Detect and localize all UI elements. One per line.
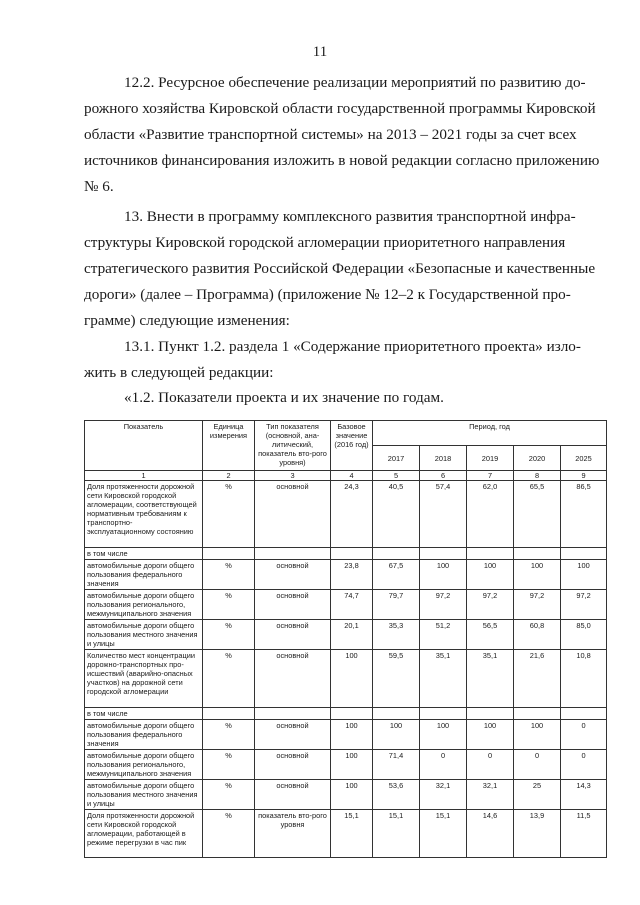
base-value: 100 — [331, 650, 373, 708]
unit-cell: % — [203, 720, 255, 750]
column-index: 3 — [255, 471, 331, 481]
paragraph-line: дороги» (далее – Программа) (приложение № 12–2 к Государственной про- — [84, 286, 571, 303]
year-value: 14,6 — [467, 810, 514, 858]
type-cell: основной — [255, 620, 331, 650]
indicator-name: автомобильные дороги общего пользования федерального значения — [85, 720, 203, 750]
indicators-table — [84, 420, 607, 858]
paragraph-line: области «Развитие транспортной системы» на 2013 – 2021 годы за счет всех — [84, 126, 577, 143]
unit-cell: % — [203, 780, 255, 810]
table-row — [85, 650, 607, 708]
year-value: 100 — [514, 720, 561, 750]
table-row — [85, 708, 607, 720]
year-value: 97,2 — [467, 590, 514, 620]
paragraph-line: рожного хозяйства Кировской области государственной программы Кировской — [84, 100, 596, 117]
base-value: 100 — [331, 720, 373, 750]
type-cell: показатель вто-рого уровня — [255, 810, 331, 858]
year-value: 0 — [561, 720, 607, 750]
paragraph-13 — [84, 204, 604, 334]
table-row — [85, 750, 607, 780]
header-year: 2018 — [420, 446, 467, 471]
type-cell: основной — [255, 590, 331, 620]
header-year: 2020 — [514, 446, 561, 471]
year-value: 13,9 — [514, 810, 561, 858]
year-value: 51,2 — [420, 620, 467, 650]
table-body — [85, 481, 607, 858]
paragraph-line: грамме) следующие изменения: — [84, 312, 290, 329]
year-value — [561, 548, 607, 560]
year-value: 65,5 — [514, 481, 561, 548]
type-cell: основной — [255, 560, 331, 590]
table-row — [85, 620, 607, 650]
year-value: 0 — [420, 750, 467, 780]
paragraph-12-2 — [84, 70, 604, 200]
indicator-name: Доля протяженности дорожной сети Кировской городской агломерации, соответствующей нормативным требованиям к транспортно-эксплуатационному состоянию — [85, 481, 203, 548]
paragraph-line: 13. Внести в программу комплексного развития транспортной инфра- — [124, 208, 576, 225]
indicator-name: в том числе — [85, 548, 203, 560]
year-value: 85,0 — [561, 620, 607, 650]
base-value: 100 — [331, 750, 373, 780]
year-value — [561, 708, 607, 720]
year-value: 97,2 — [561, 590, 607, 620]
year-value: 53,6 — [373, 780, 420, 810]
year-value: 40,5 — [373, 481, 420, 548]
header-indicator: Показатель — [85, 421, 203, 471]
base-value: 74,7 — [331, 590, 373, 620]
unit-cell — [203, 708, 255, 720]
year-value: 57,4 — [420, 481, 467, 548]
year-value: 100 — [514, 560, 561, 590]
paragraph-line: 12.2. Ресурсное обеспечение реализации мероприятий по развитию до- — [124, 74, 586, 91]
indicator-name: автомобильные дороги общего пользования местного значения и улицы — [85, 620, 203, 650]
column-index: 8 — [514, 471, 561, 481]
type-cell — [255, 548, 331, 560]
header-period: Период, год — [373, 421, 607, 446]
year-value: 32,1 — [420, 780, 467, 810]
year-value — [420, 548, 467, 560]
table-row — [85, 548, 607, 560]
year-value: 14,3 — [561, 780, 607, 810]
table-row — [85, 720, 607, 750]
year-value: 100 — [420, 720, 467, 750]
table-row — [85, 780, 607, 810]
type-cell: основной — [255, 750, 331, 780]
year-value: 10,8 — [561, 650, 607, 708]
unit-cell: % — [203, 481, 255, 548]
type-cell: основной — [255, 780, 331, 810]
year-value: 32,1 — [467, 780, 514, 810]
type-cell — [255, 708, 331, 720]
year-value — [373, 548, 420, 560]
page-number: 11 — [312, 44, 328, 60]
indicator-name: в том числе — [85, 708, 203, 720]
indicator-name: автомобильные дороги общего пользования федерального значения — [85, 560, 203, 590]
year-value: 67,5 — [373, 560, 420, 590]
year-value: 0 — [467, 750, 514, 780]
year-value: 15,1 — [420, 810, 467, 858]
header-type: Тип показателя (основной, ана-литический, показатель вто-рого уровня) — [255, 421, 331, 471]
column-index: 7 — [467, 471, 514, 481]
header-year: 2017 — [373, 446, 420, 471]
base-value — [331, 708, 373, 720]
unit-cell: % — [203, 590, 255, 620]
header-year: 2025 — [561, 446, 607, 471]
header-base: Базовое значение (2016 год) — [331, 421, 373, 471]
table-row — [85, 810, 607, 858]
table-caption: «1.2. Показатели проекта и их значение по годам. — [124, 389, 444, 406]
base-value — [331, 548, 373, 560]
year-value: 0 — [514, 750, 561, 780]
table-row — [85, 560, 607, 590]
year-value: 97,2 — [514, 590, 561, 620]
unit-cell: % — [203, 650, 255, 708]
base-value: 20,1 — [331, 620, 373, 650]
indicator-name: автомобильные дороги общего пользования регионального, межмуниципального значения — [85, 590, 203, 620]
base-value: 23,8 — [331, 560, 373, 590]
year-value: 100 — [467, 720, 514, 750]
unit-cell: % — [203, 810, 255, 858]
year-value: 35,1 — [420, 650, 467, 708]
year-value: 100 — [561, 560, 607, 590]
paragraph-line: источников финансирования изложить в новой редакции согласно приложению — [84, 152, 600, 169]
type-cell: основной — [255, 720, 331, 750]
year-value — [514, 708, 561, 720]
base-value: 100 — [331, 780, 373, 810]
year-value: 97,2 — [420, 590, 467, 620]
indicator-name: автомобильные дороги общего пользования регионального, межмуниципального значения — [85, 750, 203, 780]
year-value: 86,5 — [561, 481, 607, 548]
indicator-name: автомобильные дороги общего пользования местного значения и улицы — [85, 780, 203, 810]
year-value: 35,3 — [373, 620, 420, 650]
column-index: 6 — [420, 471, 467, 481]
table-row — [85, 481, 607, 548]
year-value — [467, 708, 514, 720]
year-value: 79,7 — [373, 590, 420, 620]
type-cell: основной — [255, 481, 331, 548]
indicator-name: Количество мест концентрации дорожно-транспортных про-исшествий (аварийно-опасных участков) на дорожной сети городской агломерации — [85, 650, 203, 708]
year-value: 100 — [467, 560, 514, 590]
year-value: 11,5 — [561, 810, 607, 858]
unit-cell: % — [203, 560, 255, 590]
column-index: 2 — [203, 471, 255, 481]
paragraph-line: стратегического развития Российской Федерации «Безопасные и качественные — [84, 260, 596, 277]
column-index: 9 — [561, 471, 607, 481]
base-value: 24,3 — [331, 481, 373, 548]
paragraph-line: структуры Кировской городской агломерации приоритетного направления — [84, 234, 566, 251]
indicator-name: Доля протяженности дорожной сети Кировской городской агломерации, работающей в режиме перегрузки в час пик — [85, 810, 203, 858]
column-index-row — [85, 471, 607, 481]
column-index: 4 — [331, 471, 373, 481]
table-row — [85, 590, 607, 620]
type-cell: основной — [255, 650, 331, 708]
year-value: 60,8 — [514, 620, 561, 650]
unit-cell: % — [203, 620, 255, 650]
year-value: 35,1 — [467, 650, 514, 708]
column-index: 1 — [85, 471, 203, 481]
year-value — [373, 708, 420, 720]
year-value — [514, 548, 561, 560]
header-unit: Единица измерения — [203, 421, 255, 471]
paragraph-line: № 6. — [84, 178, 114, 195]
year-value: 62,0 — [467, 481, 514, 548]
year-value: 56,5 — [467, 620, 514, 650]
base-value: 15,1 — [331, 810, 373, 858]
unit-cell: % — [203, 750, 255, 780]
year-value: 59,5 — [373, 650, 420, 708]
year-value — [420, 708, 467, 720]
year-value — [467, 548, 514, 560]
column-index: 5 — [373, 471, 420, 481]
paragraph-line: 13.1. Пункт 1.2. раздела 1 «Содержание приоритетного проекта» излo- — [124, 338, 581, 355]
year-value: 100 — [420, 560, 467, 590]
year-value: 15,1 — [373, 810, 420, 858]
unit-cell — [203, 548, 255, 560]
year-value: 100 — [373, 720, 420, 750]
paragraph-line: жить в следующей редакции: — [84, 364, 274, 381]
year-value: 21,6 — [514, 650, 561, 708]
year-value: 0 — [561, 750, 607, 780]
paragraph-13-1 — [84, 334, 604, 386]
year-value: 25 — [514, 780, 561, 810]
header-year: 2019 — [467, 446, 514, 471]
year-value: 71,4 — [373, 750, 420, 780]
